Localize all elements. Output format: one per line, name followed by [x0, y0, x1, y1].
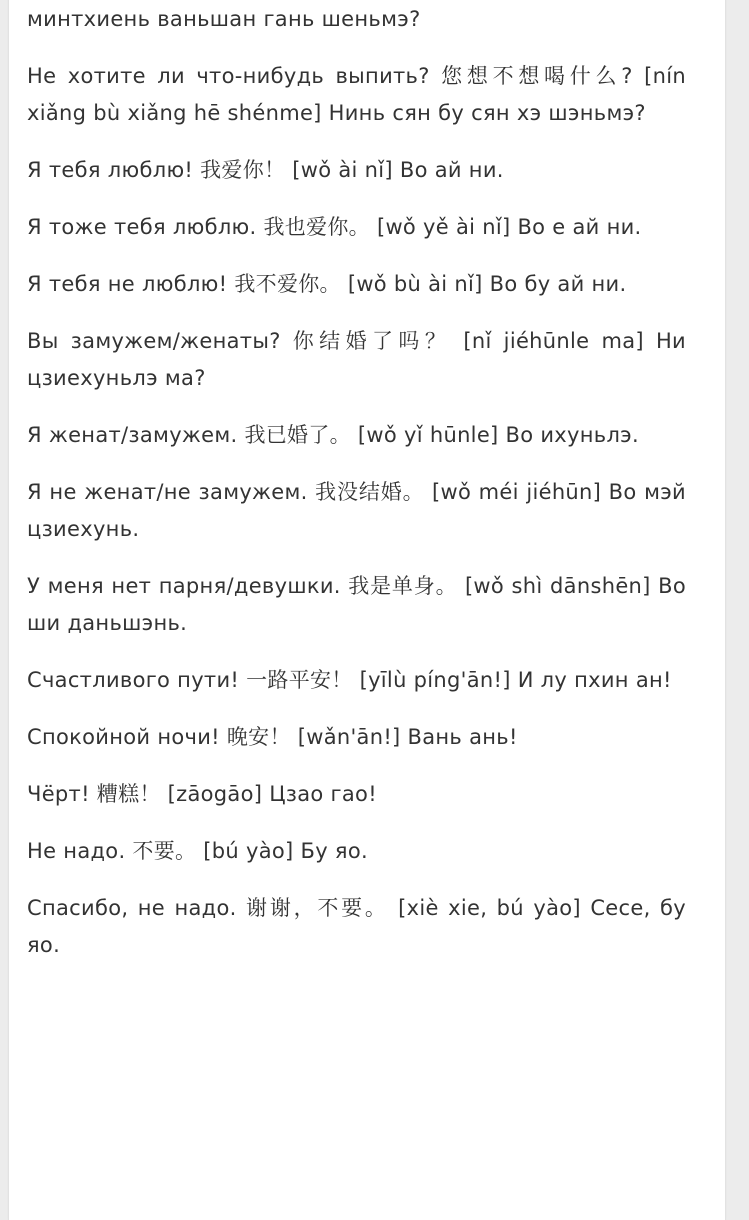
- phrase-text: Я тебя не люблю! 我不爱你。 [wǒ bù ài nǐ] Во бу ай ни.: [27, 272, 627, 296]
- phrase-text: Спокойной ночи! 晚安！ [wǎn'ān!] Вань ань!: [27, 725, 518, 749]
- phrase-text: Я женат/замужем. 我已婚了。 [wǒ yǐ hūnle] Во ихуньлэ.: [27, 423, 639, 447]
- phrase-text: Я не женат/не замужем. 我没结婚。 [wǒ méi jiéhūn] Во мэй цзиехунь.: [27, 480, 686, 541]
- phrase-item: [27, 323, 686, 397]
- phrase-item: [27, 776, 686, 813]
- phrase-item: [27, 719, 686, 756]
- content-card: [8, 0, 726, 1220]
- phrase-text: Не хотите ли что-нибудь выпить? 您想不想喝什么? [nín xiǎng bù xiǎng hē shénme] Нинь сян бу сян хэ шэньмэ?: [27, 64, 686, 125]
- phrase-item: [27, 417, 686, 454]
- phrase-text: Спасибо, не надо. 谢谢，不要。 [xiè xie, bú yào] Сесе, бу яо.: [27, 896, 686, 957]
- phrase-item: [27, 890, 686, 964]
- phrase-item: [27, 152, 686, 189]
- phrase-item: [27, 662, 686, 699]
- phrase-text: Не надо. 不要。 [bú yào] Бу яо.: [27, 839, 368, 863]
- phrasebook-content: [27, 0, 686, 984]
- phrase-item: [27, 58, 686, 132]
- phrase-item: [27, 833, 686, 870]
- phrase-text: У меня нет парня/девушки. 我是单身。 [wǒ shì dānshēn] Во ши даньшэнь.: [27, 574, 686, 635]
- phrase-text: Вы замужем/женаты? 你结婚了吗？ [nǐ jiéhūnle ma] Ни цзиехуньлэ ма?: [27, 329, 686, 390]
- phrase-text: Чёрт! 糟糕！ [zāogāo] Цзао гао!: [27, 782, 377, 806]
- phrase-text: Я тебя люблю! 我爱你！ [wǒ ài nǐ] Во ай ни.: [27, 158, 504, 182]
- phrase-text: Я тоже тебя люблю. 我也爱你。 [wǒ yě ài nǐ] Во е ай ни.: [27, 215, 642, 239]
- phrase-item: [27, 209, 686, 246]
- phrase-item: [27, 266, 686, 303]
- phrase-continuation: [27, 1, 686, 38]
- phrase-continuation-text: минтхиень ваньшан гань шеньмэ?: [27, 7, 421, 31]
- phrase-item: [27, 568, 686, 642]
- scrollbar-track[interactable]: [732, 0, 749, 1200]
- phrase-item: [27, 474, 686, 548]
- phrase-text: Счастливого пути! 一路平安！ [yīlù píng'ān!] И лу пхин ан!: [27, 668, 672, 692]
